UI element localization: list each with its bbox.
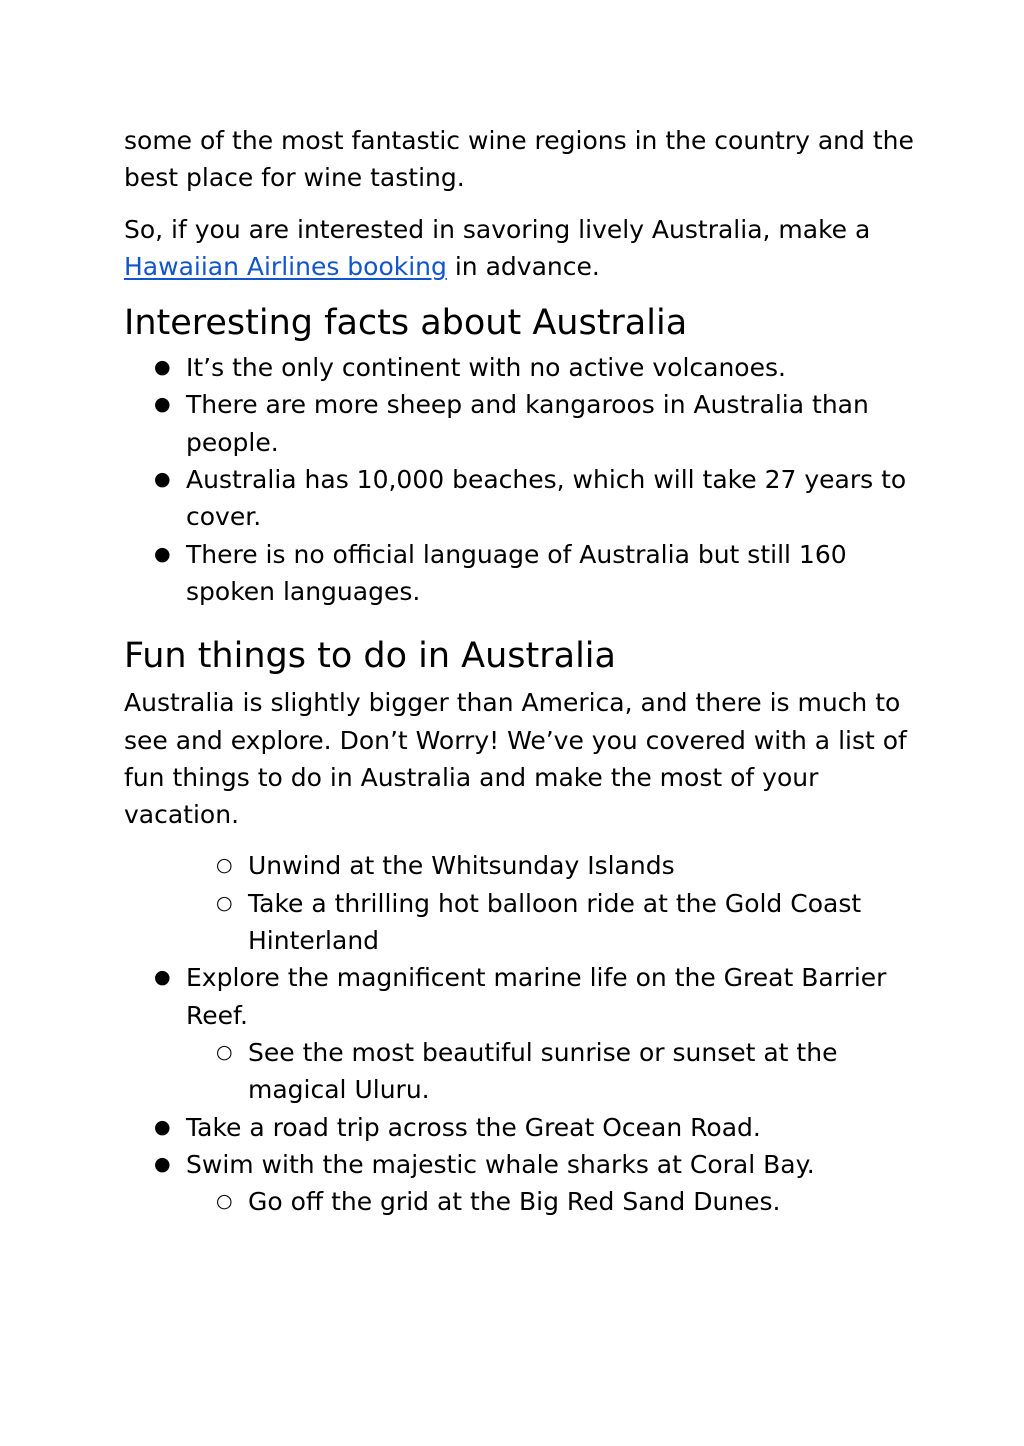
list-item [124, 885, 914, 960]
list-item-text: Take a thrilling hot balloon ride at the Gold Coast Hinterland [248, 888, 862, 956]
bullet-icon: ● [154, 1152, 171, 1175]
hawaiian-airlines-booking-link[interactable]: Hawaiian Airlines booking [124, 251, 447, 281]
list-item-text: There are more sheep and kangaroos in Australia than people. [186, 390, 869, 457]
list-item [124, 349, 914, 386]
sub-bullet-icon: ○ [216, 1190, 233, 1213]
bullet-icon: ● [154, 468, 171, 491]
sub-bullet-icon: ○ [216, 1040, 233, 1063]
bullet-icon: ● [154, 356, 171, 379]
bullet-icon: ● [154, 1115, 171, 1138]
list-item-text: Unwind at the Whitsunday Islands [248, 851, 675, 881]
list-item-text: Go off the grid at the Big Red Sand Dunes. [248, 1187, 781, 1217]
list-item [124, 1183, 914, 1220]
intro-p2-before: So, if you are interested in savoring lively Australia, make a [124, 214, 871, 244]
sub-bullet-icon: ○ [216, 891, 233, 914]
bullet-icon: ● [154, 542, 171, 565]
list-item [124, 847, 914, 884]
list-item-text: Take a road trip across the Great Ocean Road. [186, 1112, 761, 1142]
list-item [124, 536, 914, 611]
facts-heading: Interesting facts about Australia [124, 303, 688, 344]
list-item-text: It’s the only continent with no active volcanoes. [186, 353, 786, 383]
intro-paragraph-2 [124, 211, 914, 286]
fun-intro-paragraph: Australia is slightly bigger than America, and there is much to see and explore. Don’t Worry! We’ve you covered with a list of fun things to do in Australia and make the most of your vacation. [124, 688, 907, 830]
bullet-icon: ● [154, 966, 171, 989]
list-item [124, 959, 914, 1034]
list-item [124, 386, 914, 461]
list-item [124, 1109, 914, 1146]
sub-bullet-icon: ○ [216, 854, 233, 877]
intro-paragraph-1: some of the most fantastic wine regions in the country and the best place for wine tasting. [124, 126, 914, 193]
bullet-icon: ● [154, 393, 171, 416]
list-item-text: There is no official language of Australia but still 160 spoken languages. [186, 539, 847, 606]
facts-list [124, 349, 914, 610]
fun-heading: Fun things to do in Australia [124, 636, 616, 677]
document-page [124, 122, 914, 1230]
list-item [124, 1034, 914, 1109]
fun-list [124, 847, 914, 1220]
list-item-text: Swim with the majestic whale sharks at Coral Bay. [186, 1149, 815, 1179]
list-item-text: See the most beautiful sunrise or sunset at the magical Uluru. [248, 1037, 838, 1105]
list-item [124, 461, 914, 536]
list-item [124, 1146, 914, 1183]
list-item-text: Explore the magnificent marine life on the Great Barrier Reef. [186, 963, 887, 1030]
intro-p2-after: in advance. [446, 251, 600, 281]
list-item-text: Australia has 10,000 beaches, which will take 27 years to cover. [186, 465, 907, 532]
